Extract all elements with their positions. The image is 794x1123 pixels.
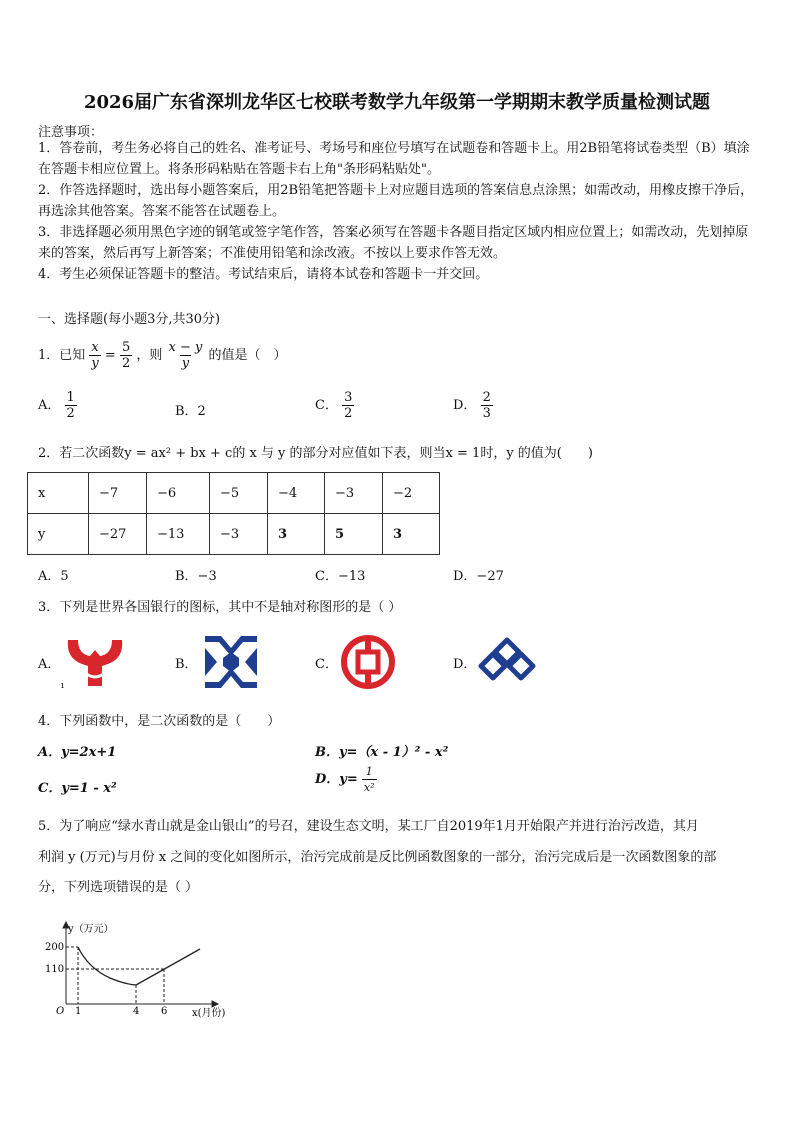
ytick-200: 200 — [45, 942, 65, 953]
table-cell: x — [28, 473, 89, 514]
profit-graph — [40, 918, 240, 1020]
question-1-stem: 1．已知 $\frac{x}{y}$ = $\frac{5}{2}$ ，则 $\frac{x - y}{y}$ 的值是（ ） — [38, 340, 287, 371]
note-2: 2．作答选择题时，选出每小题答案后，用2B铅笔把答题卡上对应题目选项的答案信息点涂黑；如需改动，用橡皮擦干净后，再选涂其他答案。答案不能答在试题卷上。 — [38, 183, 754, 219]
q3-option-b: B． — [175, 657, 198, 672]
notes-heading: 注意事项： — [38, 125, 104, 140]
q1-option-d: D． $\frac{2}{3}$ — [453, 390, 491, 421]
graph-ylabel: y（万元） — [68, 924, 114, 935]
q2-option-c: C．−13 — [315, 569, 366, 584]
note-4: 4．考生必须保证答题卡的整洁。考试结束后，请将本试卷和答题卡一并交回。 — [38, 267, 489, 282]
q2-option-d: D．−27 — [453, 569, 504, 584]
q1-option-b: B．2 — [175, 404, 206, 419]
q3-option-c: C． — [315, 657, 338, 672]
q1-option-a: A． $\frac{1}{2}$ — [38, 390, 75, 421]
table-cell: −13 — [147, 514, 210, 555]
table-cell: −4 — [268, 473, 325, 514]
note-1: 1．答卷前，考生务必将自己的姓名、准考证号、考场号和座位号填写在试题卷和答题卡上。用2B铅笔将试卷类型（B）填涂在答题卡相应位置上。将条形码粘贴在答题卡右上角"条形码粘贴处"。 — [38, 141, 750, 177]
curve-inverse — [78, 947, 136, 985]
table-row-x — [28, 473, 440, 514]
q4-option-a: A．y=2x+1 — [38, 745, 117, 760]
red-y-bank-logo-icon — [62, 634, 128, 690]
question-5-line-1: 5．为了响应“绿水青山就是金山银山”的号召，建设生态文明，某工厂自2019年1月开始限产并进行治污改造，其月 — [38, 819, 699, 834]
q4-option-d: D．y= $\frac{1}{\text{x²}}$ — [315, 765, 375, 794]
question-5-line-3: 分，下列选项错误的是（ ） — [38, 880, 199, 895]
table-cell: −3 — [210, 514, 268, 555]
table-row-y — [28, 514, 440, 555]
graph-xlabel: x(月份) — [192, 1008, 226, 1019]
q3-option-d: D． — [453, 657, 477, 672]
xtick-4: 4 — [133, 1006, 140, 1017]
ytick-110: 110 — [45, 964, 65, 975]
table-cell: −27 — [89, 514, 147, 555]
red-coin-bank-logo-icon — [340, 634, 396, 690]
xtick-1: 1 — [75, 1006, 82, 1017]
question-2-stem: 2．若二次函数y = ax² + bx + c的 x 与 y 的部分对应值如下表，则当x = 1时，y 的值为( ) — [38, 446, 593, 461]
blue-arrows-bank-logo-icon — [203, 634, 259, 690]
question-5-line-2: 利润 y (万元)与月份 x 之间的变化如图所示，治污完成前是反比例函数图象的一部分，治污完成后是一次函数图象的部 — [38, 850, 717, 865]
q2-option-b: B．−3 — [175, 569, 217, 584]
table-cell: −6 — [147, 473, 210, 514]
table-cell: −3 — [325, 473, 383, 514]
line-linear — [136, 949, 200, 985]
table-cell: 3 — [383, 514, 440, 555]
q1-option-c: C． $\frac{3}{2}$ — [315, 390, 353, 421]
blue-knot-bank-logo-icon — [476, 636, 538, 686]
x-axis-arrow-icon — [212, 1001, 218, 1007]
note-3: 3．非选择题必须用黑色字迹的钢笔或签字笔作答，答案必须写在答题卡各题目指定区域内相应位置上；如需改动，先划掉原来的答案，然后再写上新答案；不准使用铅笔和涂改液。不按以上要求作答无效。 — [38, 225, 749, 261]
question-4-stem: 4．下列函数中，是二次函数的是（ ） — [38, 714, 281, 729]
table-cell: −2 — [383, 473, 440, 514]
table-cell: −5 — [210, 473, 268, 514]
graph-origin: O — [56, 1006, 65, 1017]
q4-option-c: C．y=1 - x² — [38, 781, 117, 796]
table-cell: −7 — [89, 473, 147, 514]
xtick-6: 6 — [161, 1006, 168, 1017]
section-heading: 一、选择题(每小题3分,共30分) — [38, 312, 221, 327]
q3-option-a: A． — [38, 657, 61, 672]
q4-option-b: B．y=（x - 1）² - x² — [315, 745, 449, 760]
table-cell: 3 — [268, 514, 325, 555]
table-cell: y — [28, 514, 89, 555]
value-table — [27, 472, 440, 555]
table-cell: 5 — [325, 514, 383, 555]
page-title: 2026届广东省深圳龙华区七校联考数学九年级第一学期期末教学质量检测试题 — [83, 92, 711, 113]
q2-option-a: A．5 — [38, 569, 69, 584]
question-3-stem: 3．下列是世界各国银行的图标，其中不是轴对称图形的是（ ） — [38, 600, 402, 615]
